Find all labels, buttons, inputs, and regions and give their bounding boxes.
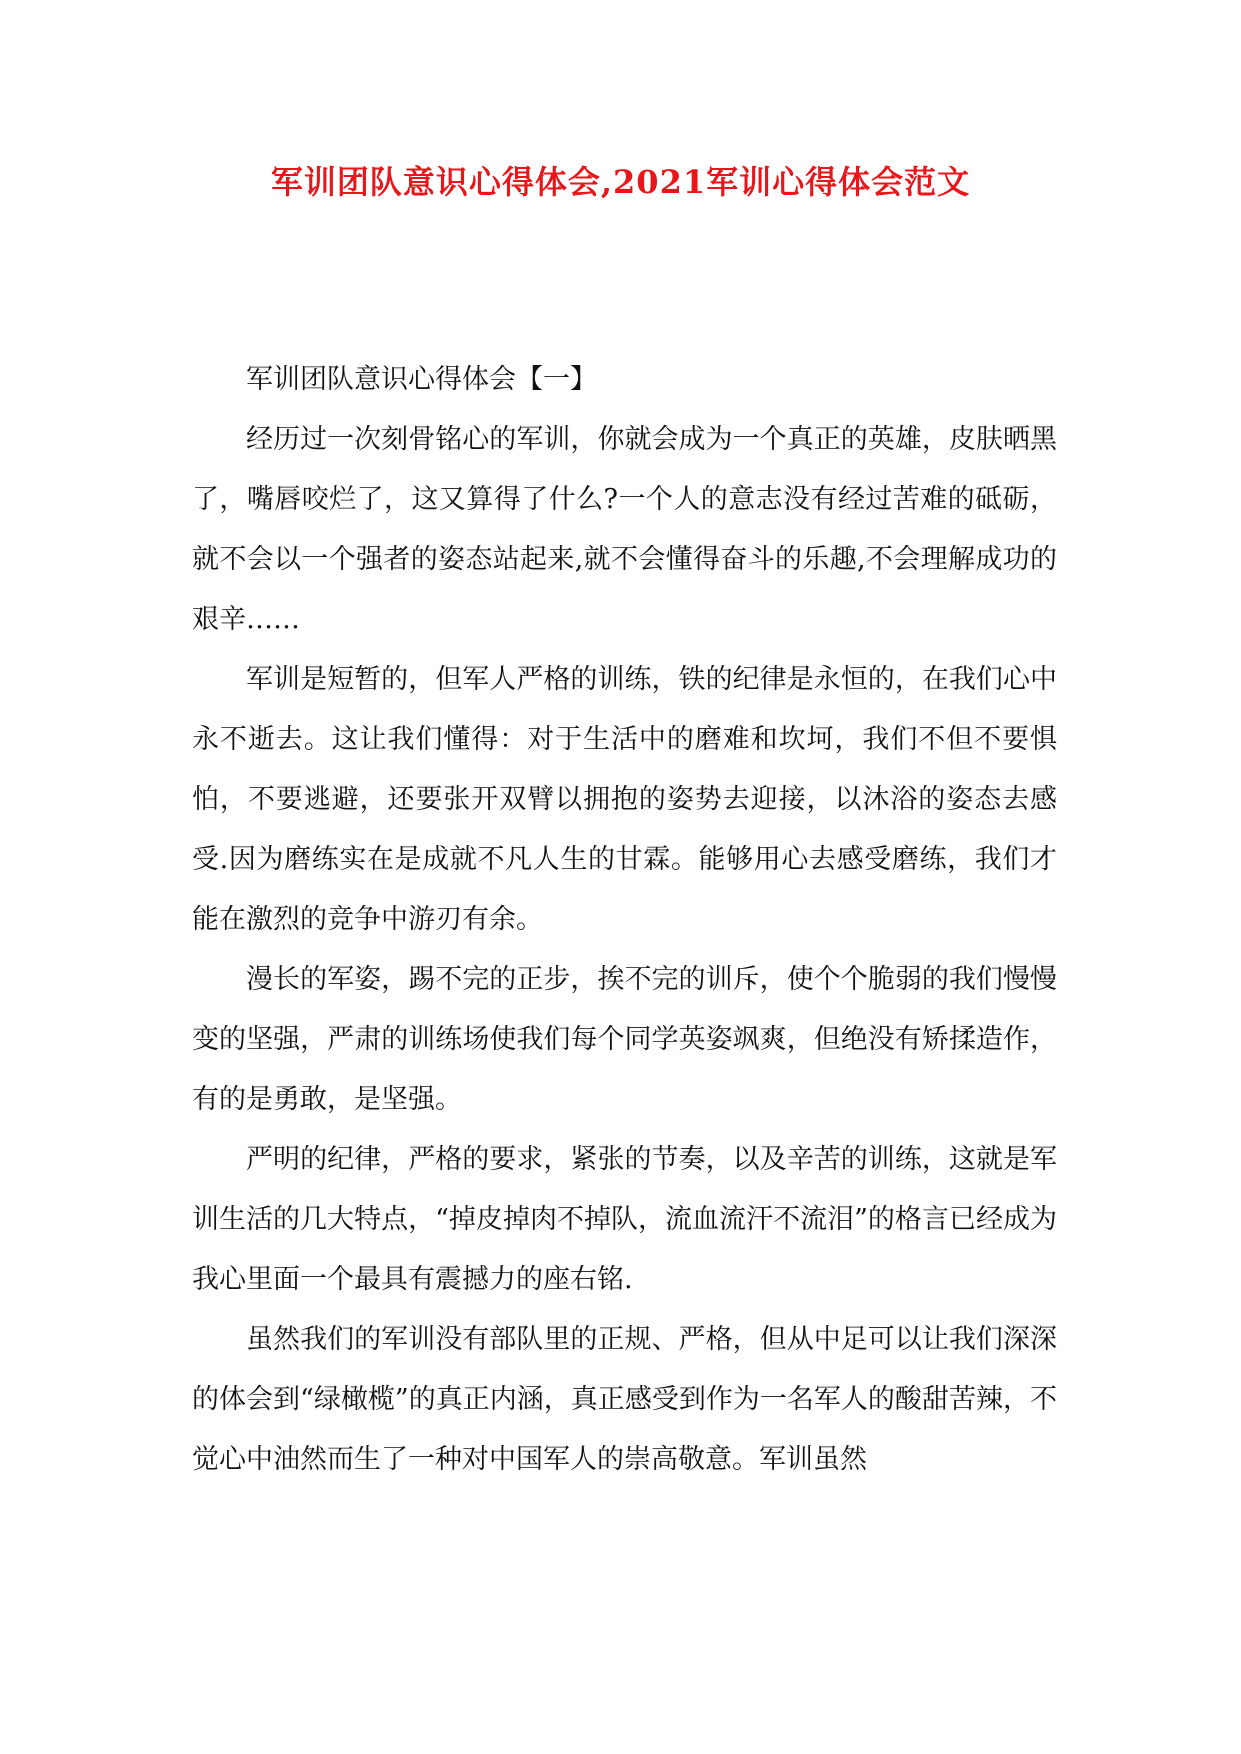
- paragraph-2: 军训是短暂的，但军人严格的训练，铁的纪律是永恒的，在我们心中永不逝去。这让我们懂得：对于生活中的磨难和坎坷，我们不但不要惧怕，不要逃避，还要张开双臂以拥抱的姿势去迎接，以沐浴的姿态去感受.因为磨练实在是成就不凡人生的甘霖。能够用心去感受磨练，我们才能在激烈的竞争中游刃有余。: [192, 664, 1057, 935]
- section-heading: 军训团队意识心得体会【一】: [246, 364, 597, 395]
- document-body: [192, 350, 1057, 1490]
- paragraph-4: 严明的纪律，严格的要求，紧张的节奏，以及辛苦的训练，这就是军训生活的几大特点，“掉皮掉肉不掉队，流血流汗不流泪”的格言已经成为我心里面一个最具有震撼力的座右铭.: [192, 1144, 1057, 1295]
- document-title: 军训团队意识心得体会,2021军训心得体会范文: [270, 163, 971, 201]
- paragraph-1: 经历过一次刻骨铭心的军训，你就会成为一个真正的英雄，皮肤晒黑了，嘴唇咬烂了，这又算得了什么?一个人的意志没有经过苦难的砥砺，就不会以一个强者的姿态站起来,就不会懂得奋斗的乐趣,不会理解成功的艰辛……: [192, 424, 1057, 635]
- paragraph-3: 漫长的军姿，踢不完的正步，挨不完的训斥，使个个脆弱的我们慢慢变的坚强，严肃的训练场使我们每个同学英姿飒爽，但绝没有矫揉造作，有的是勇敢，是坚强。: [192, 964, 1057, 1115]
- paragraph-5: 虽然我们的军训没有部队里的正规、严格，但从中足可以让我们深深的体会到“绿橄榄”的真正内涵，真正感受到作为一名军人的酸甜苦辣，不觉心中油然而生了一种对中国军人的崇高敬意。军训虽然: [192, 1324, 1057, 1475]
